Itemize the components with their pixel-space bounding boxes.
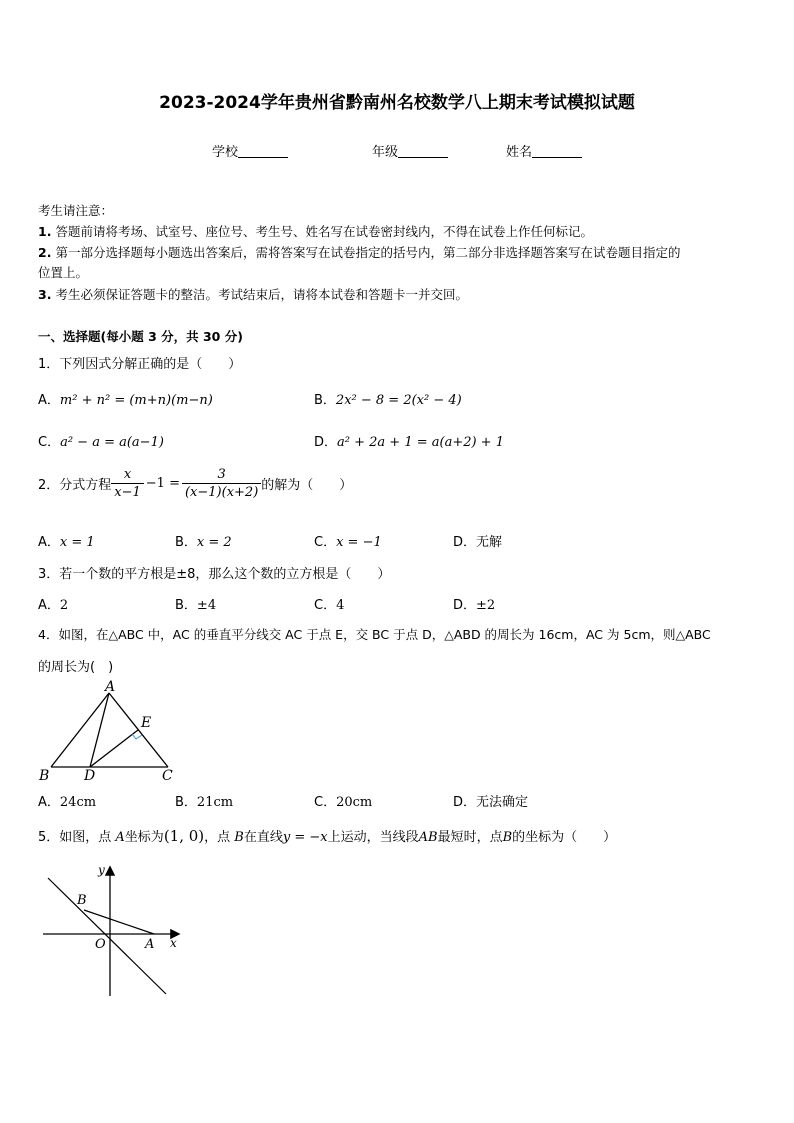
- q4-option-d[interactable]: [453, 791, 528, 810]
- option-label: D．: [453, 795, 477, 810]
- option-label: A．: [38, 535, 60, 550]
- q4-triangle-figure: [36, 676, 186, 788]
- option-expr: a² − a = a(a−1): [60, 435, 164, 450]
- grade-blank[interactable]: [398, 145, 448, 158]
- note-item-2-cont: [38, 263, 88, 283]
- note-num: 1.: [38, 224, 52, 239]
- q5-point-b: B: [234, 830, 244, 845]
- option-label: A．: [38, 393, 60, 408]
- option-label: C．: [314, 535, 337, 550]
- q5-point-a: A: [115, 830, 125, 845]
- option-label: C．: [314, 795, 337, 810]
- note-item-1: [38, 222, 593, 242]
- option-label: D．: [453, 535, 477, 550]
- label-e: E: [141, 715, 152, 731]
- label-b: B: [77, 893, 87, 908]
- option-expr: 2: [59, 598, 69, 613]
- q2-fraction-left: [111, 467, 144, 500]
- q2-lhs-den: x−1: [114, 485, 141, 500]
- name-field[interactable]: [506, 141, 582, 160]
- note-item-2: [38, 243, 680, 263]
- q3-option-a[interactable]: [38, 594, 68, 613]
- section-heading: 一、选择题(每小题 3 分，共 30 分): [38, 329, 243, 344]
- q5-point-b: B: [502, 830, 513, 845]
- option-label: B．: [175, 598, 197, 613]
- q2-stem: [38, 467, 352, 500]
- q5-coordinate-figure: [40, 858, 190, 1000]
- segment-ac: [109, 693, 168, 767]
- q2-lhs-num: x: [111, 467, 144, 484]
- school-field[interactable]: [212, 141, 288, 160]
- note-text: 考生必须保证答题卡的整洁。考试结束后，请将本试卷和答题卡一并交回。: [55, 287, 468, 302]
- label-a: A: [105, 679, 116, 695]
- q5-stem: [38, 826, 616, 845]
- q3-stem: 3．若一个数的平方根是±8，那么这个数的立方根是（ ）: [38, 567, 391, 582]
- option-expr: 无解: [476, 535, 503, 550]
- q2-rhs-num: 3: [182, 467, 261, 484]
- option-expr: a² + 2a + 1 = a(a+2) + 1: [337, 435, 504, 450]
- q1-option-c[interactable]: [38, 431, 164, 450]
- option-expr: 无法确定: [476, 795, 529, 810]
- label-c: C: [162, 768, 173, 784]
- option-label: C．: [38, 435, 61, 450]
- q3-option-d[interactable]: [453, 594, 495, 613]
- option-expr: x = −1: [336, 535, 382, 550]
- q2-rhs-den: (x−1)(x+2): [184, 485, 259, 500]
- label-a: A: [145, 937, 155, 952]
- school-label: 学校: [212, 145, 239, 160]
- option-label: B．: [175, 795, 197, 810]
- q4-stem-line1: 4．如图，在△ABC 中，AC 的垂直平分线交 AC 于点 E，交 BC 于点 D，△ABD 的周长为 16cm，AC 为 5cm，则△ABC: [38, 627, 711, 642]
- q5-text: 最短时，点: [437, 830, 503, 845]
- q2-option-a[interactable]: [38, 531, 95, 550]
- right-angle-mark: [132, 734, 142, 739]
- q5-coord: (1, 0): [163, 827, 205, 845]
- q3-option-c[interactable]: [314, 594, 344, 613]
- option-expr: ±4: [196, 598, 217, 613]
- segment-ab: [51, 693, 109, 767]
- q2-suffix: 的解为（ ）: [261, 478, 353, 493]
- q1-option-b[interactable]: [314, 389, 462, 408]
- q4-stem-line2: 的周长为( ): [38, 660, 114, 675]
- grade-field[interactable]: [372, 141, 448, 160]
- q2-fraction-right: [182, 467, 261, 500]
- q4-option-c[interactable]: [314, 791, 372, 810]
- option-expr: x = 2: [196, 535, 232, 550]
- note-text: 位置上。: [38, 265, 89, 280]
- note-num: 3.: [38, 287, 52, 302]
- label-x: x: [170, 936, 177, 950]
- name-label: 姓名: [506, 145, 533, 160]
- q5-segment-ab: AB: [418, 830, 438, 845]
- option-label: B．: [314, 393, 336, 408]
- note-text: 答题前请将考场、试室号、座位号、考生号、姓名写在试卷密封线内，不得在试卷上作任何标记。: [55, 224, 593, 239]
- option-expr: x = 1: [59, 535, 95, 550]
- q2-option-b[interactable]: [175, 531, 232, 550]
- q1-option-d[interactable]: [314, 431, 504, 450]
- note-num: 2.: [38, 245, 52, 260]
- q5-text: 5．如图，点: [38, 830, 116, 845]
- line-y-neg-x: [48, 878, 166, 994]
- option-label: A．: [38, 598, 60, 613]
- q4-option-b[interactable]: [175, 791, 233, 810]
- option-label: D．: [314, 435, 338, 450]
- q5-text: 的坐标为（ ）: [512, 830, 617, 845]
- q3-option-b[interactable]: [175, 594, 216, 613]
- q2-option-c[interactable]: [314, 531, 382, 550]
- q2-prefix: 2．分式方程: [38, 478, 112, 493]
- label-d: D: [84, 768, 96, 784]
- option-expr: 2x² − 8 = 2(x² − 4): [335, 393, 462, 408]
- q1-stem: 1．下列因式分解正确的是（ ）: [38, 357, 242, 372]
- option-expr: 21cm: [196, 795, 234, 810]
- q5-text: 上运动，当线段: [327, 830, 419, 845]
- q2-option-d[interactable]: [453, 531, 502, 550]
- label-o: O: [95, 937, 106, 952]
- option-label: A．: [38, 795, 60, 810]
- q5-line-eq: y = −x: [282, 830, 328, 845]
- option-label: B．: [175, 535, 197, 550]
- q5-text: 坐标为: [124, 830, 164, 845]
- option-expr: 4: [336, 598, 345, 613]
- option-label: D．: [453, 598, 477, 613]
- notes-heading: 考生请注意：: [38, 203, 114, 218]
- q5-text: ，点: [204, 830, 235, 845]
- note-item-3: [38, 285, 468, 305]
- option-label: C．: [314, 598, 337, 613]
- note-text: 第一部分选择题每小题选出答案后，需将答案写在试卷指定的括号内，第二部分非选择题答案写在试卷题目指定的: [55, 245, 681, 260]
- label-b: B: [39, 768, 50, 784]
- option-expr: 20cm: [336, 795, 373, 810]
- segment-ab: [84, 910, 154, 934]
- q1-option-a[interactable]: [38, 389, 213, 408]
- q5-text: 在直线: [243, 830, 283, 845]
- q2-mid: −1 =: [145, 476, 180, 491]
- page-title: 2023-2024学年贵州省黔南州名校数学八上期末考试模拟试题: [159, 93, 635, 113]
- school-blank[interactable]: [238, 145, 288, 158]
- label-y: y: [98, 863, 105, 877]
- q4-option-a[interactable]: [38, 791, 96, 810]
- segment-de: [90, 730, 138, 767]
- option-expr: ±2: [476, 598, 496, 613]
- option-expr: m² + n² = (m+n)(m−n): [59, 393, 213, 408]
- name-blank[interactable]: [532, 145, 582, 158]
- grade-label: 年级: [372, 145, 399, 160]
- option-expr: 24cm: [59, 795, 97, 810]
